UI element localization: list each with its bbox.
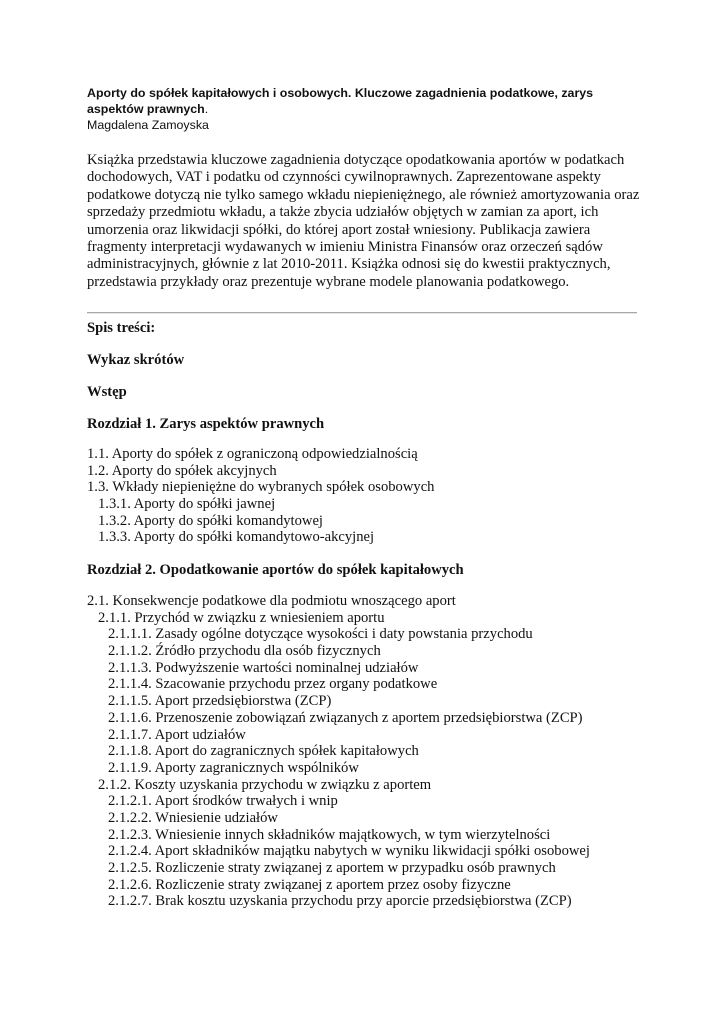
toc-entry: 1.3.2. Aporty do spółki komandytowej <box>98 512 323 529</box>
toc-abbreviations: Wykaz skrótów <box>87 352 185 368</box>
toc-entry: 2.1.1.2. Źródło przychodu dla osób fizycznych <box>108 643 381 660</box>
book-title: Aporty do spółek kapitałowych i osobowych. Kluczowe zagadnienia podatkowe, zarys aspektów prawnych <box>87 86 594 116</box>
toc-entry: 2.1.2.2. Wniesienie udziałów <box>108 809 278 826</box>
toc-chapter-1-list <box>87 446 434 546</box>
separator-line <box>87 312 637 314</box>
toc-entry: 1.3.1. Aporty do spółki jawnej <box>98 496 276 513</box>
toc-entry: 1.2. Aporty do spółek akcyjnych <box>87 462 277 479</box>
book-author: Magdalena Zamoyska <box>87 118 209 132</box>
toc-entry: 2.1.1.5. Aport przedsiębiorstwa (ZCP) <box>108 693 332 710</box>
toc-entry: 2.1.2.1. Aport środków trwałych i wnip <box>108 793 338 810</box>
toc-intro: Wstęp <box>87 384 127 400</box>
toc-entry: 2.1.1.7. Aport udziałów <box>108 726 246 743</box>
toc-entry: 2.1.1.8. Aport do zagranicznych spółek kapitałowych <box>108 743 419 760</box>
toc-entry: 2.1.2.5. Rozliczenie straty związanej z aportem w przypadku osób prawnych <box>108 860 556 876</box>
toc-entry: 2.1.2.3. Wniesienie innych składników majątkowych, w tym wierzytelności <box>108 826 551 843</box>
toc-entry: 2.1.2. Koszty uzyskania przychodu w związku z aportem <box>98 776 432 793</box>
toc-entry: 2.1. Konsekwencje podatkowe dla podmiotu wnoszącego aport <box>87 593 456 609</box>
toc-entry: 2.1.1.9. Aporty zagranicznych wspólników <box>108 759 359 776</box>
toc-entry: 1.3.3. Aporty do spółki komandytowo-akcyjnej <box>98 529 375 546</box>
toc-chapter-1-title: Rozdział 1. Zarys aspektów prawnych <box>87 416 325 432</box>
toc-entry: 2.1.1.3. Podwyższenie wartości nominalnej udziałów <box>108 659 419 676</box>
toc-entry: 2.1.1.4. Szacowanie przychodu przez organy podatkowe <box>108 676 438 693</box>
toc-entry: 2.1.2.7. Brak kosztu uzyskania przychodu przy aporcie przedsiębiorstwa (ZCP) <box>108 893 572 910</box>
book-title-suffix: . <box>204 102 209 116</box>
toc-entry: 2.1.1.6. Przenoszenie zobowiązań związanych z aportem przedsiębiorstwa (ZCP) <box>108 709 583 726</box>
toc-entry: 2.1.2.6. Rozliczenie straty związanej z aportem przez osoby fizyczne <box>108 876 511 893</box>
toc-entry: 2.1.2.4. Aport składników majątku nabytych w wyniku likwidacji spółki osobowej <box>108 843 590 860</box>
book-description: Książka przedstawia kluczowe zagadnienia dotyczące opodatkowania aportów w podatkach dochodowych, VAT i podatku od czynności cywilnoprawnych. Zaprezentowane aspekty podatkowe dotyczą nie tylko samego wkładu niepieniężnego, ale również amortyzowania oraz sprzedaży przedmiotu wkładu, a także zbycia udziałów objętych w zamian za aport, ich umorzenia oraz likwidacji spółki, do której aport został wniesiony. Publikacja zawiera fragmenty interpretacji wydawanych w imieniu Ministra Finansów oraz orzeczeń sądów administracyjnych, głównie z lat 2010-2011. Książka odnosi się do kwestii praktycznych, przedstawia przykłady oraz prezentuje wybrane modele planowania podatkowego. <box>87 152 640 290</box>
toc-chapter-2-list <box>87 593 590 910</box>
toc-entry: 1.3. Wkłady niepieniężne do wybranych spółek osobowych <box>87 479 435 496</box>
toc-entry: 2.1.1. Przychód w związku z wniesieniem aportu <box>98 609 385 626</box>
toc-entry: 1.1. Aporty do spółek z ograniczoną odpowiedzialnością <box>87 446 418 462</box>
toc-entry: 2.1.1.1. Zasady ogólne dotyczące wysokości i daty powstania przychodu <box>108 626 533 643</box>
toc-chapter-2-title: Rozdział 2. Opodatkowanie aportów do spółek kapitałowych <box>87 562 464 578</box>
book-header <box>87 85 647 133</box>
toc-heading: Spis treści: <box>87 320 156 336</box>
